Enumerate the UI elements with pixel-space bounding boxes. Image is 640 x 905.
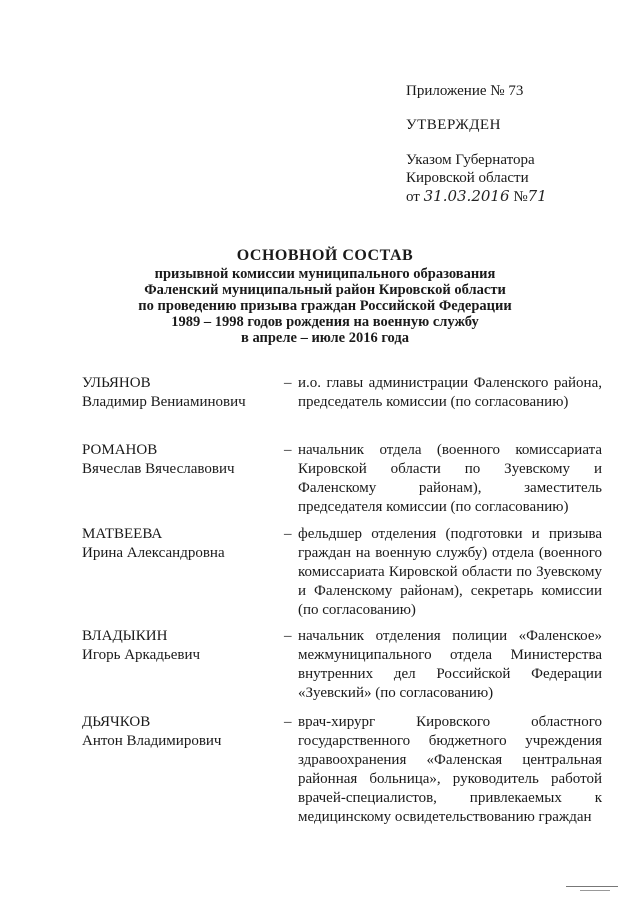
- member-entry: [82, 627, 602, 707]
- member-role: начальник отделения полиции «Фаленское» межмуниципального отдела Министерства внутренних дел Российской Федерации «Зуевский» (по согласованию): [298, 628, 602, 701]
- document-subtitle-line-2: Фаленский муниципальный район Кировской области: [144, 282, 506, 298]
- page-footer-mark: [566, 886, 618, 887]
- member-role: начальник отдела (военного комиссариата Кировской области по Зуевскому и Фаленскому районам), заместитель председателя комиссии (по согласованию): [298, 442, 602, 515]
- decree-line-1: Указом Губернатора: [406, 152, 535, 168]
- member-dash: –: [284, 375, 292, 391]
- member-surname: ДЬЯЧКОВ: [82, 714, 151, 730]
- decree-line-2: Кировской области: [406, 170, 529, 186]
- member-entry: [82, 525, 602, 625]
- member-given-names: Владимир Вениаминович: [82, 394, 246, 410]
- decree-number-label: №: [513, 189, 528, 205]
- member-dash: –: [284, 526, 292, 542]
- member-given-names: Вячеслав Вячеславович: [82, 461, 235, 477]
- member-dash: –: [284, 442, 292, 458]
- appendix-number: Приложение № 73: [406, 83, 524, 99]
- document-subtitle-line-1: призывной комиссии муниципального образования: [154, 266, 496, 282]
- member-role: и.о. главы администрации Фаленского района, председатель комиссии (по согласованию): [298, 375, 602, 410]
- page-footer-mark: [580, 890, 610, 891]
- member-name: [82, 441, 282, 479]
- approval-stamp-heading: УТВЕРЖДЕН: [406, 117, 501, 133]
- document-title-block: [90, 246, 560, 346]
- decree-reference: [406, 151, 548, 206]
- member-name: [82, 374, 282, 412]
- member-name: [82, 627, 282, 665]
- document-subtitle-line-4: 1989 – 1998 годов рождения на военную службу: [171, 314, 479, 330]
- member-surname: ВЛАДЫКИН: [82, 628, 168, 644]
- member-surname: РОМАНОВ: [82, 442, 158, 458]
- decree-line-3: [406, 187, 548, 206]
- member-given-names: Игорь Аркадьевич: [82, 647, 201, 663]
- member-dash: –: [284, 714, 292, 730]
- member-given-names: Ирина Александровна: [82, 545, 225, 561]
- member-dash: –: [284, 628, 292, 644]
- decree-from-label: от: [406, 189, 420, 205]
- member-entry: [82, 374, 602, 434]
- member-entry: [82, 441, 602, 521]
- member-name: [82, 713, 282, 751]
- member-entry: [82, 713, 602, 833]
- decree-date-handwritten: 31.03.2016: [423, 187, 510, 205]
- member-name: [82, 525, 282, 563]
- member-surname: МАТВЕЕВА: [82, 526, 163, 542]
- member-role: фельдшер отделения (подготовки и призыва граждан на военную службу) отдела (военного комиссариата Кировской области по Зуевскому и Фаленскому районам), секретарь комиссии (по согласованию): [298, 526, 602, 618]
- member-given-names: Антон Владимирович: [82, 733, 222, 749]
- member-role: врач-хирург Кировского областного государственного бюджетного учреждения здравоохранения «Фаленская центральная районная больница», руководитель работой врачей-специалистов, привлекаемых к медицинскому освидетельствованию граждан: [298, 714, 602, 825]
- document-title: ОСНОВНОЙ СОСТАВ: [236, 247, 414, 264]
- document-subtitle-line-3: по проведению призыва граждан Российской Федерации: [138, 298, 512, 314]
- document-subtitle-line-5: в апреле – июле 2016 года: [241, 330, 409, 346]
- decree-number-handwritten: 71: [527, 187, 547, 205]
- member-surname: УЛЬЯНОВ: [82, 375, 151, 391]
